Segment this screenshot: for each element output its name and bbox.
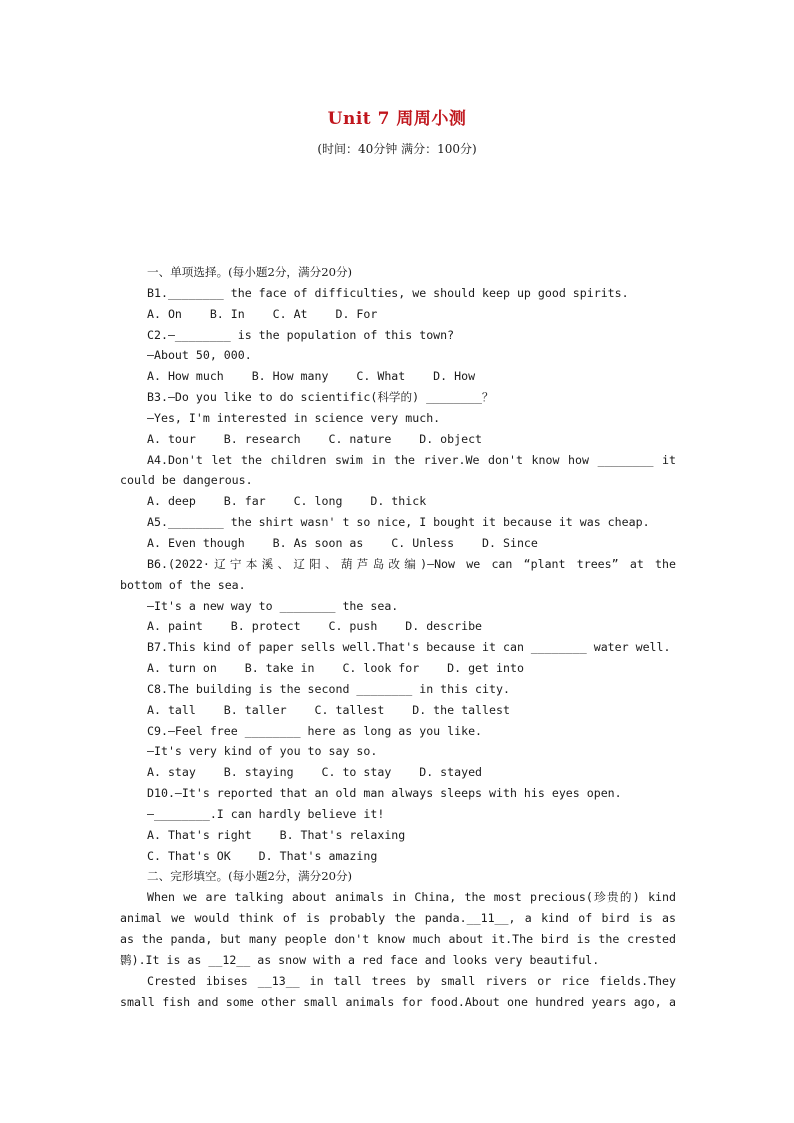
options-line: A. Even though B. As soon as C. Unless D. Since	[147, 535, 538, 550]
question-line: C9.—Feel free ________ here as long as you like.	[147, 723, 483, 738]
options-line: A. turn on B. take in C. look for D. get into	[147, 661, 524, 676]
options-line: A. stay B. staying C. to stay D. stayed	[147, 765, 483, 780]
page-title: Unit 7 周周小测	[327, 109, 467, 129]
passage-line: animal we would think of is probably the panda.__11__, a kind of bird is as	[120, 911, 676, 926]
question-line: A5.________ the shirt wasn' t so nice, I bought it because it was cheap.	[147, 515, 650, 530]
options-line: A. On B. In C. At D. For	[147, 306, 378, 321]
passage-line: 鹮).It is as __12__ as snow with a red face and looks very beautiful.	[120, 952, 600, 967]
answer-line: —It's very kind of you to say so.	[147, 744, 378, 759]
passage-line: as the panda, but many people don't know much about it.The bird is the crested	[120, 932, 676, 946]
question-line: B7.This kind of paper sells well.That's because it can ________ water well.	[147, 640, 671, 655]
question-line: C2.—________ is the population of this town?	[147, 327, 455, 342]
question-line: B1.________ the face of difficulties, we should keep up good spirits.	[147, 285, 629, 300]
question-line: D10.—It's reported that an old man always sleeps with his eyes open.	[147, 786, 622, 801]
options-line: A. tall B. taller C. tallest D. the tallest	[147, 702, 510, 717]
section-line: 一、单项选择。(每小题2分，满分20分)	[147, 265, 353, 279]
options-line: C. That's OK D. That's amazing	[147, 848, 378, 863]
options-line: A. deep B. far C. long D. thick	[147, 494, 427, 509]
question-line: bottom of the sea.	[120, 577, 246, 592]
page-subtitle: (时间：40分钟 满分：100分)	[317, 142, 477, 156]
options-line: A. paint B. protect C. push D. describe	[147, 619, 483, 634]
question-line: A4.Don't let the children swim in the river.We don't know how ________ it	[147, 452, 676, 467]
question-line: B6.(2022·辽宁本溪、辽阳、葫芦岛改编)—Now we can “plant trees” at the	[147, 556, 676, 571]
question-line: C8.The building is the second ________ in this city.	[147, 681, 510, 696]
worksheet-content	[120, 262, 676, 1012]
options-line: A. How much B. How many C. What D. How	[147, 369, 476, 384]
passage-line: Crested ibises __13__ in tall trees by small rivers or rice fields.They	[147, 973, 676, 988]
question-line: B3.—Do you like to do scientific(科学的) ________？	[147, 390, 494, 405]
passage-line: small fish and some other small animals for food.About one hundred years ago, a	[120, 994, 676, 1009]
passage-line: When we are talking about animals in China, the most precious(珍贵的) kind	[147, 890, 676, 905]
section-line: 二、完形填空。(每小题2分，满分20分)	[147, 869, 353, 884]
question-line: could be dangerous.	[120, 473, 253, 488]
answer-line: —About 50, 000.	[147, 348, 252, 363]
answer-line: —Yes, I'm interested in science very much.	[147, 410, 441, 425]
answer-line: —________.I can hardly believe it!	[147, 806, 385, 821]
answer-line: —It's a new way to ________ the sea.	[147, 598, 399, 613]
options-line: A. tour B. research C. nature D. object	[147, 431, 483, 446]
options-line: A. That's right B. That's relaxing	[147, 827, 406, 842]
